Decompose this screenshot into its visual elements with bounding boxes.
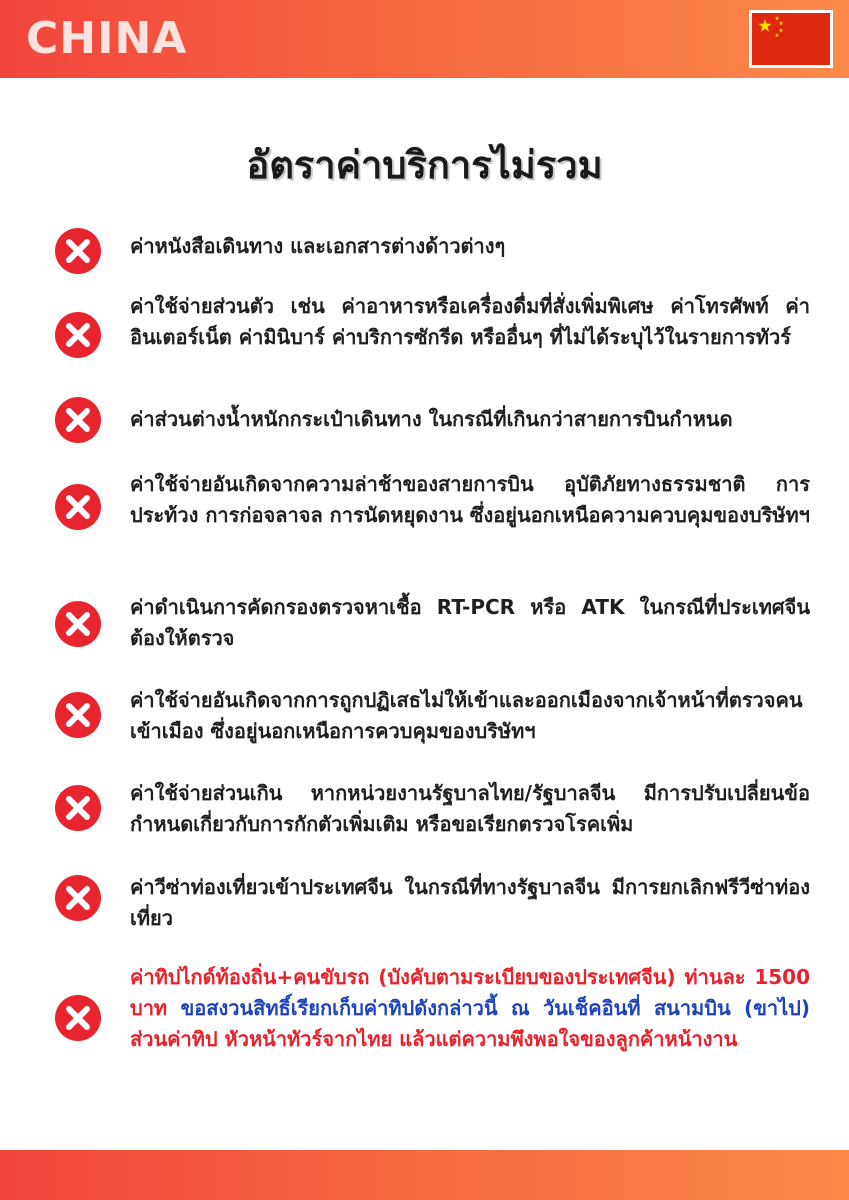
x-circle-icon	[54, 691, 102, 739]
x-circle-icon	[54, 227, 102, 275]
tip-fee-note: ค่าทิปไกด์ท้องถิ่น+คนขับรถ (บังคับตามระเบียบของประเทศจีน) ท่านละ 1500 บาท	[130, 965, 810, 1020]
header-banner	[0, 0, 849, 78]
item-text: ค่าดำเนินการคัดกรองตรวจหาเชื้อ RT-PCR หรือ ATK ในกรณีที่ประเทศจีนต้องให้ตรวจ	[130, 595, 810, 650]
page-title: อัตราค่าบริการไม่รวม	[246, 143, 603, 187]
item-text-tip	[130, 962, 810, 1055]
item-text: ค่าใช้จ่ายส่วนเกิน หากหน่วยงานรัฐบาลไทย/รัฐบาลจีน มีการปรับเปลี่ยนข้อกำหนดเกี่ยวกับการกักตัวเพิ่มเติม หรือขอเรียกตรวจโรคเพิ่ม	[130, 781, 810, 836]
item-text: ค่าใช้จ่ายส่วนตัว เช่น ค่าอาหารหรือเครื่องดื่มที่สั่งเพิ่มพิเศษ ค่าโทรศัพท์ ค่าอินเตอร์เน็ต ค่ามินิบาร์ ค่าบริการซักรีด หรืออื่นๆ ที่ไม่ได้ระบุไว้ในรายการทัวร์	[130, 294, 810, 349]
x-circle-icon	[54, 784, 102, 832]
item-text: ค่าส่วนต่างน้ำหนักกระเป๋าเดินทาง ในกรณีที่เกินกว่าสายการบินกำหนด	[130, 407, 733, 431]
tip-collection-note: ขอสงวนสิทธิ์เรียกเก็บค่าทิปดังกล่าวนี้ ณ วันเช็คอินที่ สนามบิน (ขาไป)	[180, 996, 810, 1020]
item-text: ค่าใช้จ่ายอันเกิดจากความล่าช้าของสายการบิน อุบัติภัยทางธรรมชาติ การประท้วง การก่อจลาจล การนัดหยุดงาน ซึ่งอยู่นอกเหนือความควบคุมของบริษัทฯ	[130, 472, 810, 527]
x-circle-icon	[54, 874, 102, 922]
item-text: ค่าใช้จ่ายอันเกิดจากการถูกปฏิเสธไม่ให้เข้าและออกเมืองจากเจ้าหน้าที่ตรวจคนเข้าเมือง ซึ่งอยู่นอกเหนือการควบคุมของบริษัทฯ	[130, 688, 803, 743]
china-flag-icon	[749, 10, 833, 68]
x-circle-icon	[54, 600, 102, 648]
x-circle-icon	[54, 483, 102, 531]
x-circle-icon	[54, 994, 102, 1042]
brand-title: CHINA	[26, 13, 188, 64]
x-circle-icon	[54, 311, 102, 359]
item-text: ค่าวีซ่าท่องเที่ยวเข้าประเทศจีน ในกรณีที่ทางรัฐบาลจีน มีการยกเลิกฟรีวีซ่าท่องเที่ยว	[130, 875, 810, 930]
tour-leader-tip-note: ส่วนค่าทิป หัวหน้าทัวร์จากไทย แล้วแต่ความพึงพอใจของลูกค้าหน้างาน	[130, 1027, 738, 1051]
x-circle-icon	[54, 396, 102, 444]
item-text: ค่าหนังสือเดินทาง และเอกสารต่างด้าวต่างๆ	[130, 234, 506, 258]
footer-banner	[0, 1150, 849, 1200]
